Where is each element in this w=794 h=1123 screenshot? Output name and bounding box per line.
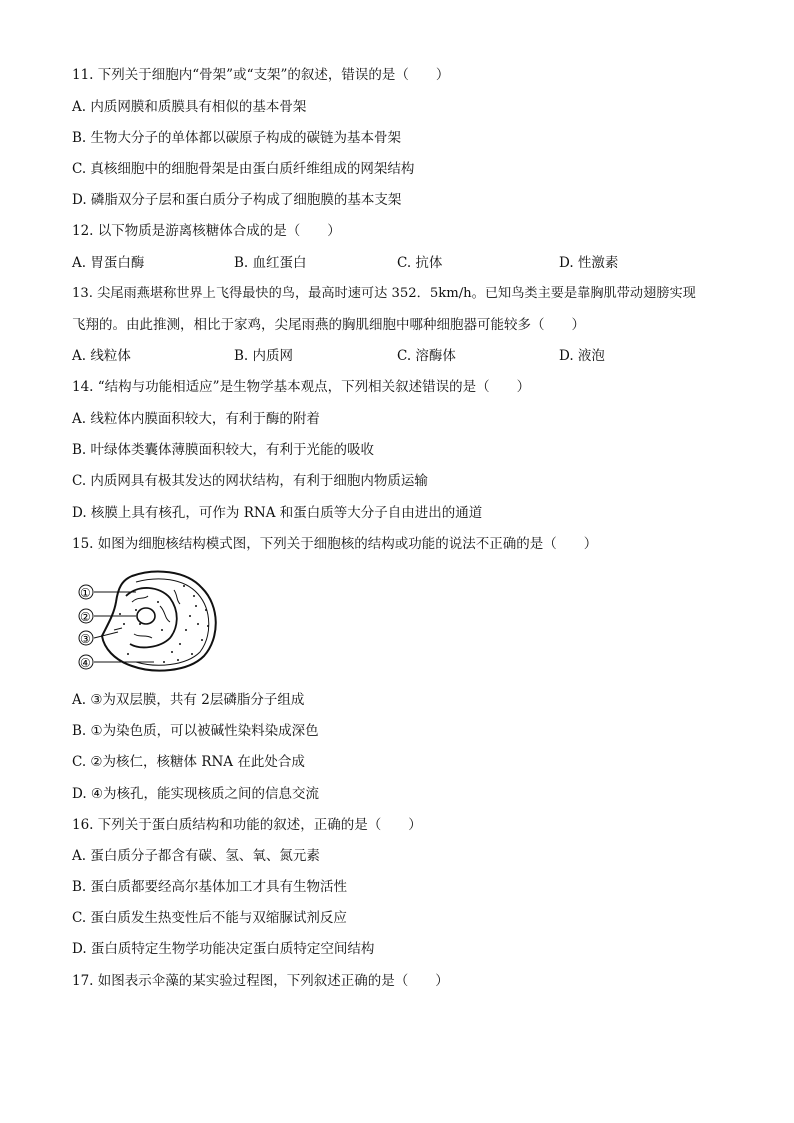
q15-option-c: C. ②为核仁，核糖体 RNA 在此处合成	[72, 754, 305, 770]
q17-stem: 17. 如图表示伞藻的某实验过程图，下列叙述正确的是（ ）	[72, 973, 449, 989]
q15-stem: 15. 如图为细胞核结构模式图，下列关于细胞核的结构或功能的说法不正确的是（ ）	[72, 536, 598, 552]
q11-option-a: A. 内质网膜和质膜具有相似的基本骨架	[72, 99, 307, 115]
q15-option-d: D. ④为核孔，能实现核质之间的信息交流	[72, 786, 320, 802]
q12-option-b: B. 血红蛋白	[234, 255, 307, 271]
q11-stem: 11. 下列关于细胞内“骨架”或“支架”的叙述，错误的是（ ）	[72, 67, 450, 83]
figure-label-2: ②	[80, 610, 91, 624]
q16-option-b: B. 蛋白质都要经高尔基体加工才具有生物活性	[72, 879, 348, 895]
q14-option-a: A. 线粒体内膜面积较大，有利于酶的附着	[72, 411, 320, 427]
q13-stem-line2: 飞翔的。由此推测，相比于家鸡，尖尾雨燕的胸肌细胞中哪种细胞器可能较多（ ）	[72, 317, 585, 333]
figure-label-1: ①	[80, 586, 91, 600]
q12-option-a: A. 胃蛋白酶	[72, 255, 145, 271]
q11-option-c: C. 真核细胞中的细胞骨架是由蛋白质纤维组成的网架结构	[72, 161, 415, 177]
q15-option-b: B. ①为染色质，可以被碱性染料染成深色	[72, 723, 319, 739]
q13-option-b: B. 内质网	[234, 348, 294, 364]
nucleus-diagram	[74, 566, 224, 674]
q16-stem: 16. 下列关于蛋白质结构和功能的叙述，正确的是（ ）	[72, 817, 422, 833]
q14-option-c: C. 内质网具有极其发达的网状结构，有利于细胞内物质运输	[72, 473, 428, 489]
q11-option-b: B. 生物大分子的单体都以碳原子构成的碳链为基本骨架	[72, 130, 402, 146]
figure-label-3: ③	[80, 632, 91, 646]
q11-option-d: D. 磷脂双分子层和蛋白质分子构成了细胞膜的基本支架	[72, 192, 402, 208]
q15-option-a: A. ③为双层膜，共有 2层磷脂分子组成	[72, 692, 305, 708]
q13-stem-line1: 13. 尖尾雨燕堪称世界上飞得最快的鸟，最高时速可达 352．5km/h。已知鸟类主要是靠胸肌带动翅膀实现	[72, 286, 696, 301]
q14-option-d: D. 核膜上具有核孔，可作为 RNA 和蛋白质等大分子自由进出的通道	[72, 505, 483, 521]
q12-option-d: D. 性激素	[559, 255, 619, 271]
q16-option-d: D. 蛋白质特定生物学功能决定蛋白质特定空间结构	[72, 941, 375, 957]
q13-option-a: A. 线粒体	[72, 348, 131, 364]
q13-option-c: C. 溶酶体	[397, 348, 456, 364]
q12-option-c: C. 抗体	[397, 255, 443, 271]
q16-option-a: A. 蛋白质分子都含有碳、氢、氧、氮元素	[72, 848, 320, 864]
q14-option-b: B. 叶绿体类囊体薄膜面积较大，有利于光能的吸收	[72, 442, 375, 458]
figure-label-4: ④	[80, 656, 91, 670]
q16-option-c: C. 蛋白质发生热变性后不能与双缩脲试剂反应	[72, 910, 347, 926]
q13-option-d: D. 液泡	[559, 348, 605, 364]
q12-stem: 12. 以下物质是游离核糖体合成的是（ ）	[72, 223, 341, 239]
q14-stem: 14. “结构与功能相适应”是生物学基本观点，下列相关叙述错误的是（ ）	[72, 379, 531, 395]
